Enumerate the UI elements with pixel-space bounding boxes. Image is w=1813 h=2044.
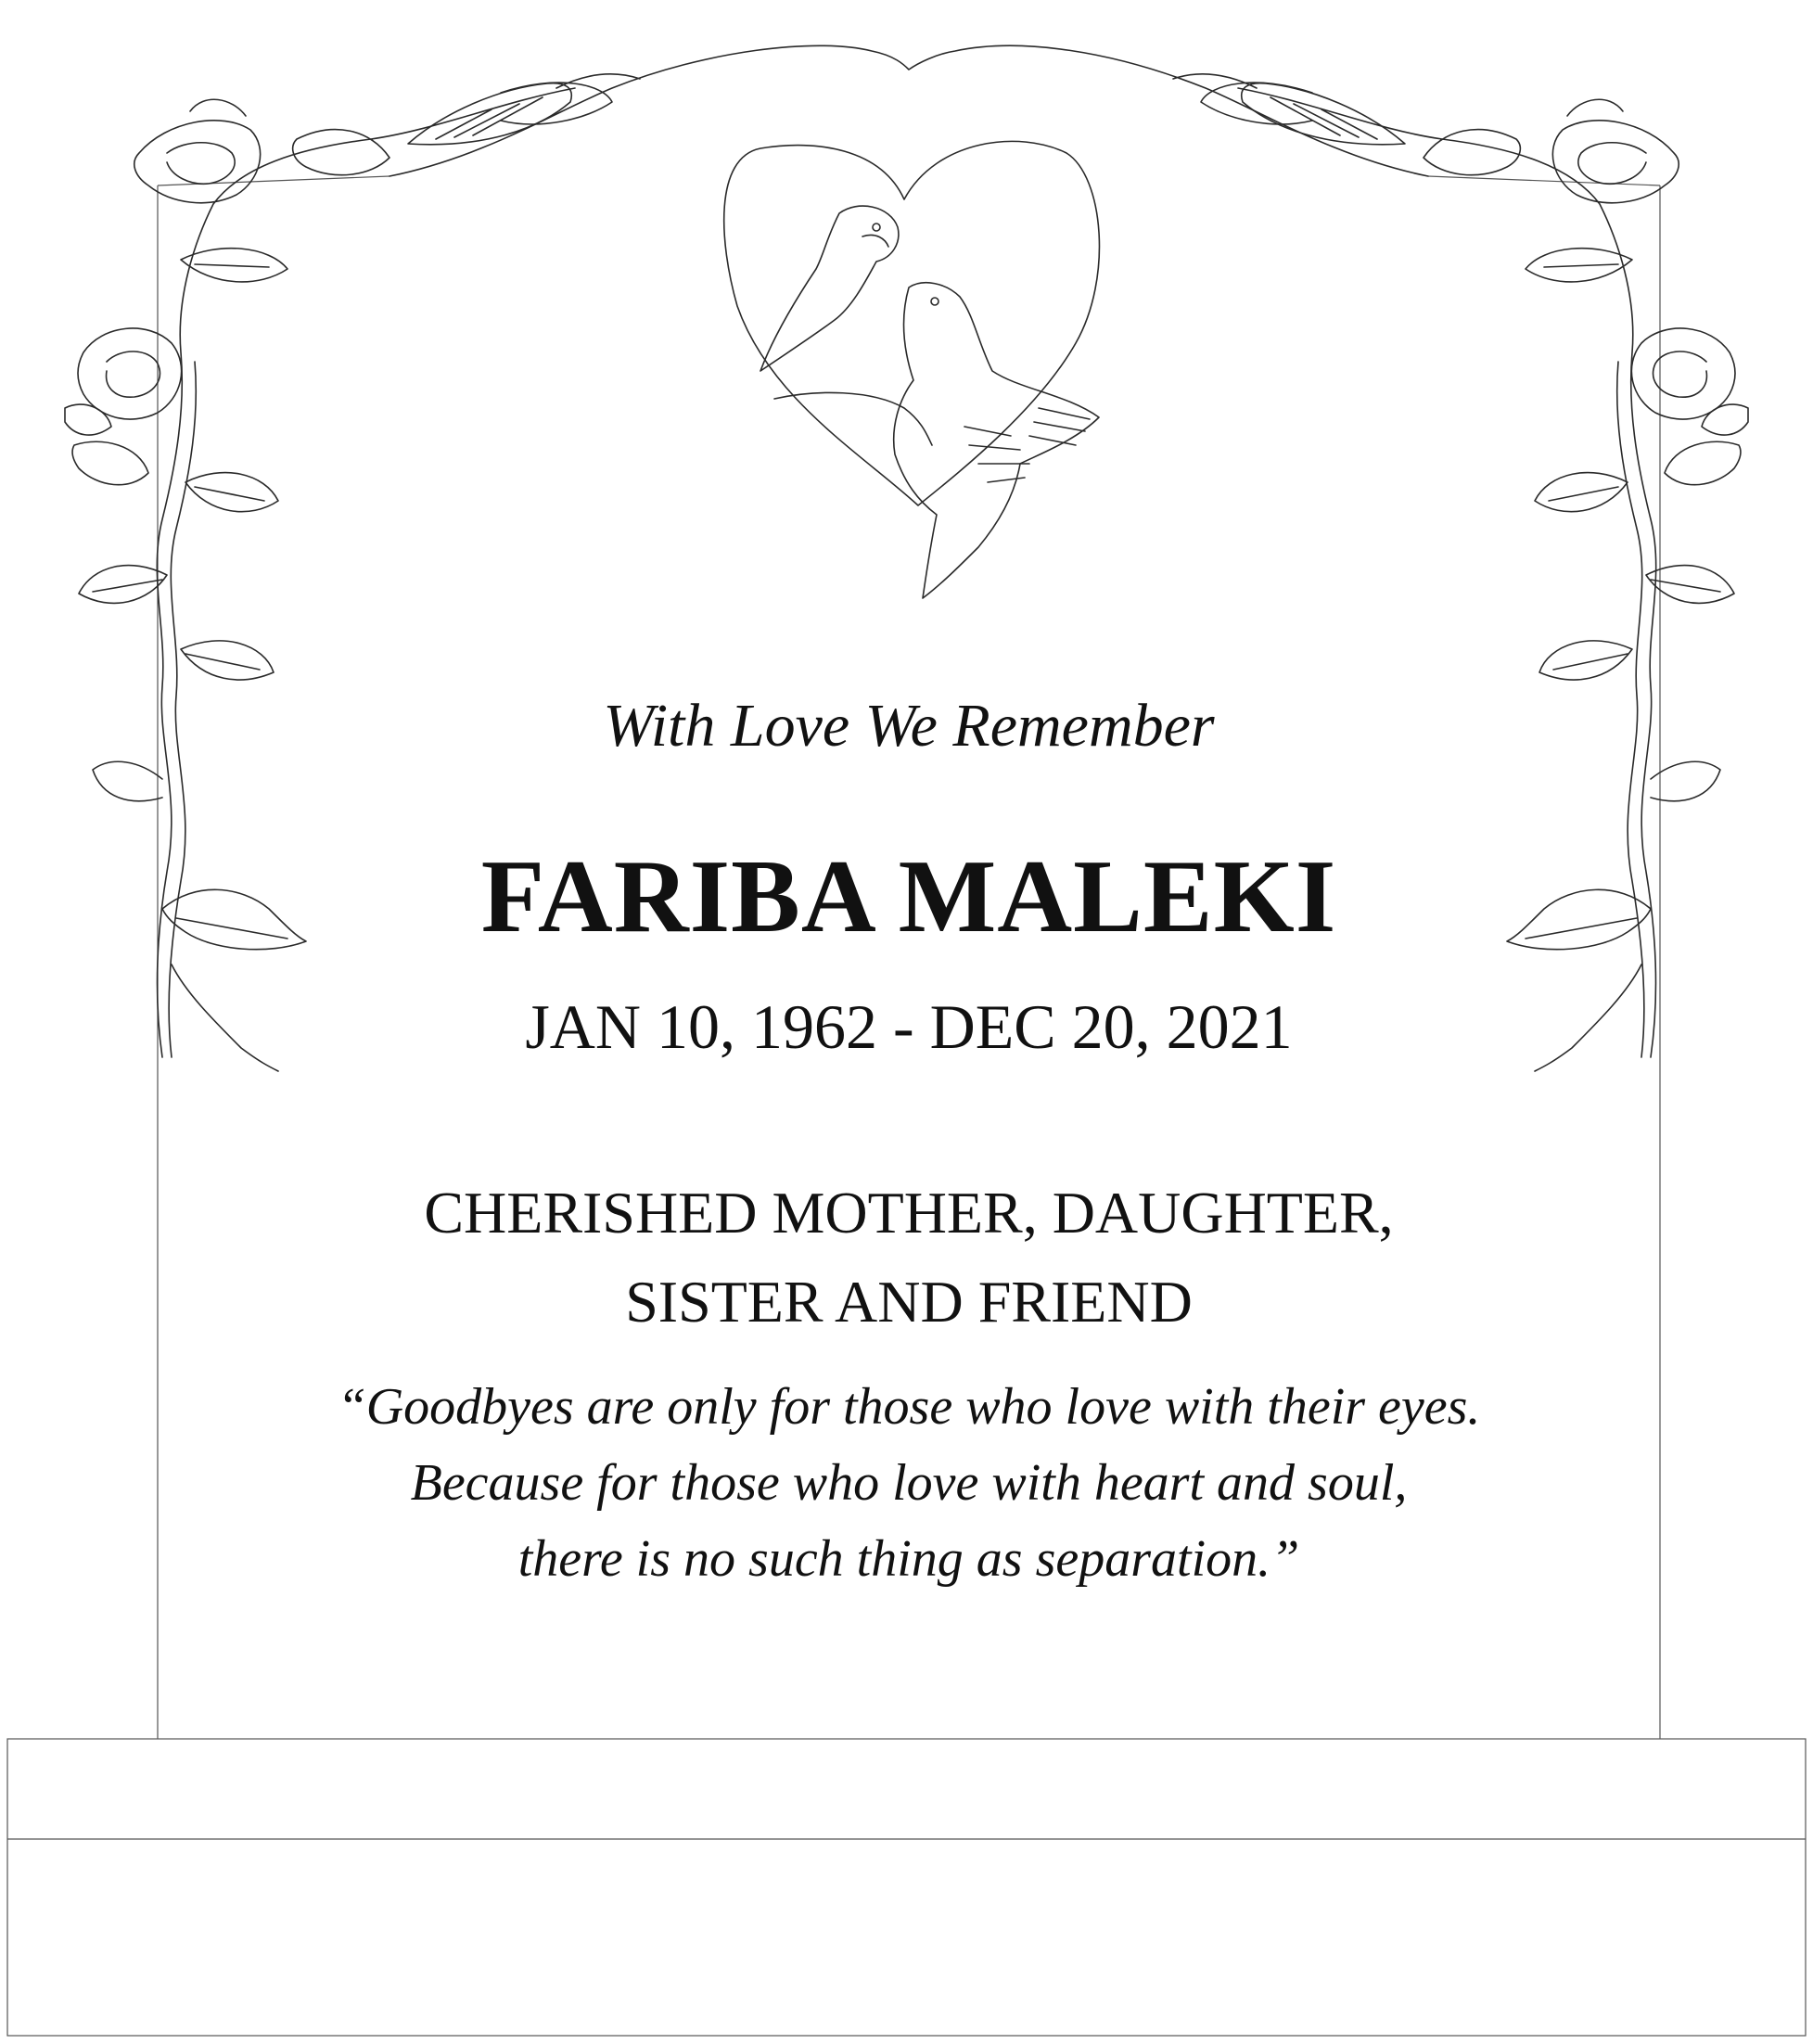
headstone-base (7, 1739, 1806, 2036)
life-dates: JAN 10, 1962 - DEC 20, 2021 (525, 991, 1293, 1062)
epitaph (158, 1169, 1660, 1347)
quote-line: there is no such thing as separation.” (517, 1530, 1300, 1588)
deceased-name: FARIBA MALEKI (480, 839, 1337, 954)
memorial-quote (158, 1369, 1660, 1597)
heart-with-two-doves-icon (724, 141, 1100, 598)
quote-line: “Goodbyes are only for those who love with their eyes. (337, 1378, 1481, 1436)
epitaph-line: CHERISHED MOTHER, DAUGHTER, (424, 1180, 1394, 1246)
memorial-tagline: With Love We Remember (603, 692, 1215, 760)
epitaph-line: SISTER AND FRIEND (625, 1269, 1193, 1335)
quote-line: Because for those who love with heart and soul, (410, 1454, 1408, 1512)
